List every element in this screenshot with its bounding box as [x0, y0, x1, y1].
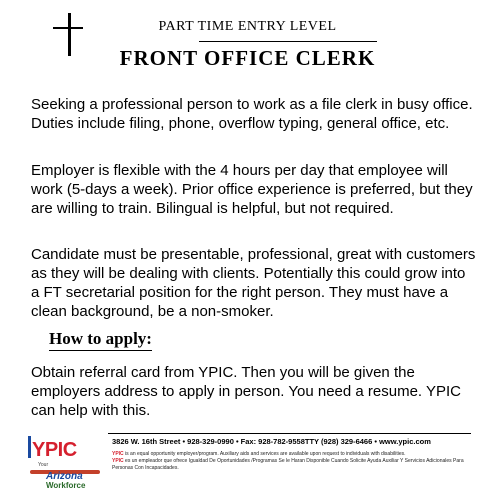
requirements-paragraph: Candidate must be presentable, professional, great with customers as they will be dealing with clients. Potentially this could grow into a FT secretarial position for the right person. They must have a clean background, be a non-smoker. [31, 246, 476, 320]
footer-divider [108, 433, 471, 434]
footer-eeo-spanish-text: es un empleador que ofrece Igualdad De Oportunidades /Programas Se le Haran Disponible Cuando Solicite Ayuda Auxiliar Y Servicios Adicionales Para Personas Con Incapacidades. [112, 458, 464, 471]
logo-workforce-text: Workforce [46, 481, 86, 490]
footer-eeo-english-lead: YPIC [112, 451, 124, 457]
footer-eeo-spanish-lead: YPIC [112, 458, 124, 464]
schedule-paragraph: Employer is flexible with the 4 hours per day that employee will work (5-days a week). Prior office experience is preferred, but they are willing to train. Bilingual is helpful, but not required. [31, 162, 473, 217]
application-instructions-paragraph: Obtain referral card from YPIC. Then you will be given the employers address to apply in person. You need a resume. YPIC can help with this. [31, 364, 461, 419]
header-subtitle: PART TIME ENTRY LEVEL [158, 19, 337, 34]
footer-eeo-spanish [112, 458, 472, 472]
page-title: FRONT OFFICE CLERK [119, 46, 376, 70]
footer-eeo-english-text: is an equal opportunity employer/program. Auxiliary aids and services are available upon request to individuals with disabilities. [123, 451, 406, 457]
footer-eeo-english [112, 451, 472, 458]
job-description-paragraph: Seeking a professional person to work as a file clerk in busy office. Duties include filing, phone, overflow typing, general office, etc. [31, 96, 473, 132]
footer-contact-line: 3826 W. 16th Street • 928-329-0990 • Fax: 928-782-9558TTY (928) 329-6466 • www.ypic.com [112, 437, 431, 446]
logo-ypic-text: YPIC [32, 439, 77, 461]
logo-partner-text: Your [38, 462, 49, 468]
ypic-logo [28, 430, 104, 490]
how-to-apply-heading: How to apply: [49, 329, 152, 351]
header-divider [199, 41, 377, 42]
logo-arizona-text: Arizona [46, 471, 83, 482]
logo-accent-bar [28, 436, 31, 458]
